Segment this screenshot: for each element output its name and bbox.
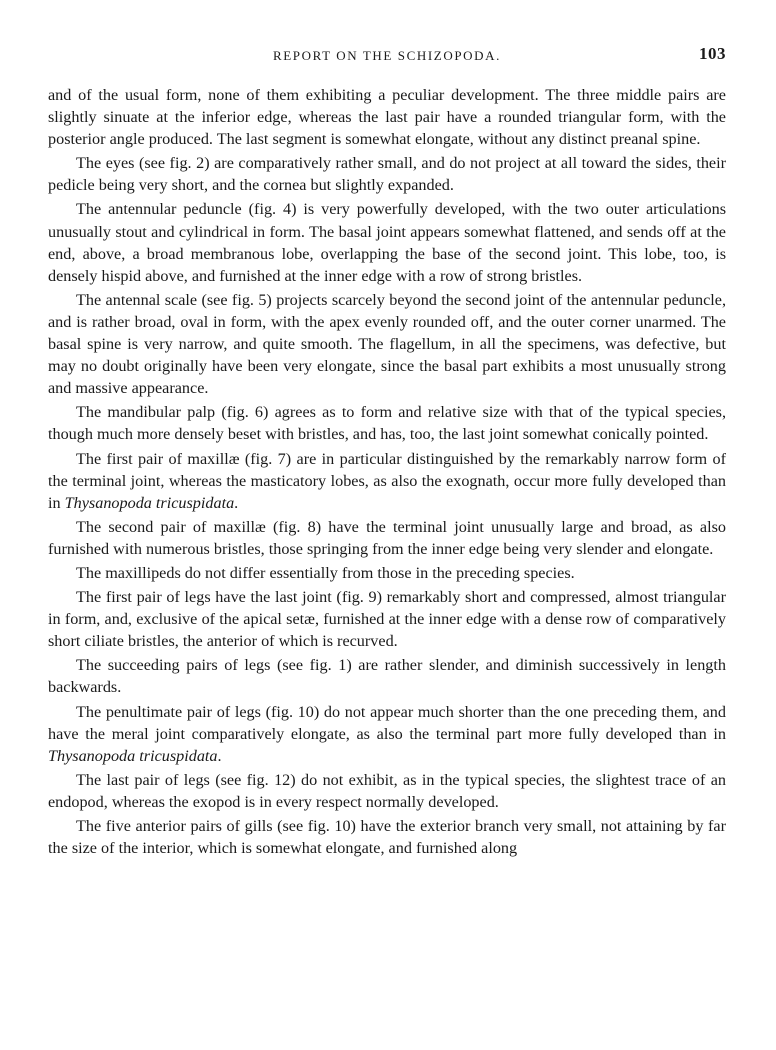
paragraph-second-maxillae bbox=[48, 516, 726, 560]
paragraph-first-maxillae bbox=[48, 448, 726, 514]
paragraph-penultimate-legs bbox=[48, 701, 726, 767]
paragraph-text: The succeeding pairs of legs (see fig. 1) are rather slender, and diminish successively in length backwards. bbox=[48, 656, 726, 697]
paragraph-text: The first pair of maxillæ (fig. 7) are in particular distinguished by the remarkably narrow form of the terminal joint, whereas the masticatory lobes, as also the exognath, occur more fully developed than in bbox=[48, 449, 726, 512]
paragraph-text: The antennular peduncle (fig. 4) is very powerfully developed, with the two outer articulations unusually stout and cylindrical in form. The basal joint appears somewhat flattened, and sends off at the end, above, a broad membranous lobe, overlapping the base of the second joint. This lobe, too, is densely hispid above, and furnished at the inner edge with a row of strong bristles. bbox=[48, 200, 726, 285]
paragraph-text: . bbox=[217, 746, 222, 765]
paragraph-first-legs bbox=[48, 586, 726, 652]
paragraph-antennular-peduncle bbox=[48, 198, 726, 286]
paragraph-antennal-scale bbox=[48, 289, 726, 399]
paragraph-eyes bbox=[48, 152, 726, 196]
paragraph-gills bbox=[48, 815, 726, 859]
paragraph-text: The last pair of legs (see fig. 12) do not exhibit, as in the typical species, the slightest trace of an endopod, whereas the exopod is in every respect normally developed. bbox=[48, 770, 726, 811]
paragraph-text: The mandibular palp (fig. 6) agrees as to form and relative size with that of the typical species, though much more densely beset with bristles, and has, too, the last joint somewhat conically pointed. bbox=[48, 403, 726, 444]
running-title: REPORT ON THE SCHIZOPODA. bbox=[273, 48, 501, 63]
paragraph-last-legs bbox=[48, 769, 726, 813]
paragraph-mandibular-palp bbox=[48, 401, 726, 445]
page-number: 103 bbox=[699, 44, 726, 63]
paragraph-text: The five anterior pairs of gills (see fig. 10) have the exterior branch very small, not attaining by far the size of the interior, which is somewhat elongate, and furnished along bbox=[48, 817, 726, 858]
paragraph-text: The penultimate pair of legs (fig. 10) do not appear much shorter than the one preceding them, and have the meral joint comparatively elongate, as also the terminal part more fully developed than in bbox=[48, 702, 726, 743]
body-text bbox=[48, 84, 726, 859]
paragraph-succeeding-legs bbox=[48, 654, 726, 698]
paragraph-maxillipeds bbox=[48, 562, 726, 584]
paragraph-text: The second pair of maxillæ (fig. 8) have the terminal joint unusually large and broad, as also furnished with numerous bristles, those springing from the inner edge being very slender and elongate. bbox=[48, 517, 726, 558]
paragraph-text: The maxillipeds do not differ essentially from those in the preceding species. bbox=[76, 563, 575, 582]
paragraph-continued-pleopods bbox=[48, 84, 726, 150]
species-name: Thysanopoda tricuspidata bbox=[48, 746, 218, 765]
paragraph-text: The first pair of legs have the last joint (fig. 9) remarkably short and compressed, almost triangular in form, and, exclusive of the apical setæ, furnished at the inner edge with a dense row of comparatively short ciliate bristles, the anterior of which is recurved. bbox=[48, 588, 726, 651]
page bbox=[48, 44, 726, 861]
running-head bbox=[48, 44, 726, 70]
species-name: Thysanopoda tricuspidata bbox=[64, 493, 235, 512]
paragraph-text: The eyes (see fig. 2) are comparatively rather small, and do not project at all toward the sides, their pedicle being very short, and the cornea but slightly expanded. bbox=[48, 154, 726, 195]
paragraph-text: . bbox=[234, 493, 239, 512]
paragraph-text: The antennal scale (see fig. 5) projects scarcely beyond the second joint of the antennular peduncle, and is rather broad, oval in form, with the apex evenly rounded off, and the outer corner unarmed. The basal spine is very narrow, and quite smooth. The flagellum, in all the specimens, was defective, but may no doubt originally have been very elongate, since the basal part exhibits a most unusually strong and massive appearance. bbox=[48, 290, 726, 398]
paragraph-text: and of the usual form, none of them exhibiting a peculiar development. The three middle pairs are slightly sinuate at the inferior edge, whereas the last pair have a rounded triangular form, with the posterior angle produced. The last segment is somewhat elongate, without any distinct preanal spine. bbox=[48, 86, 726, 149]
